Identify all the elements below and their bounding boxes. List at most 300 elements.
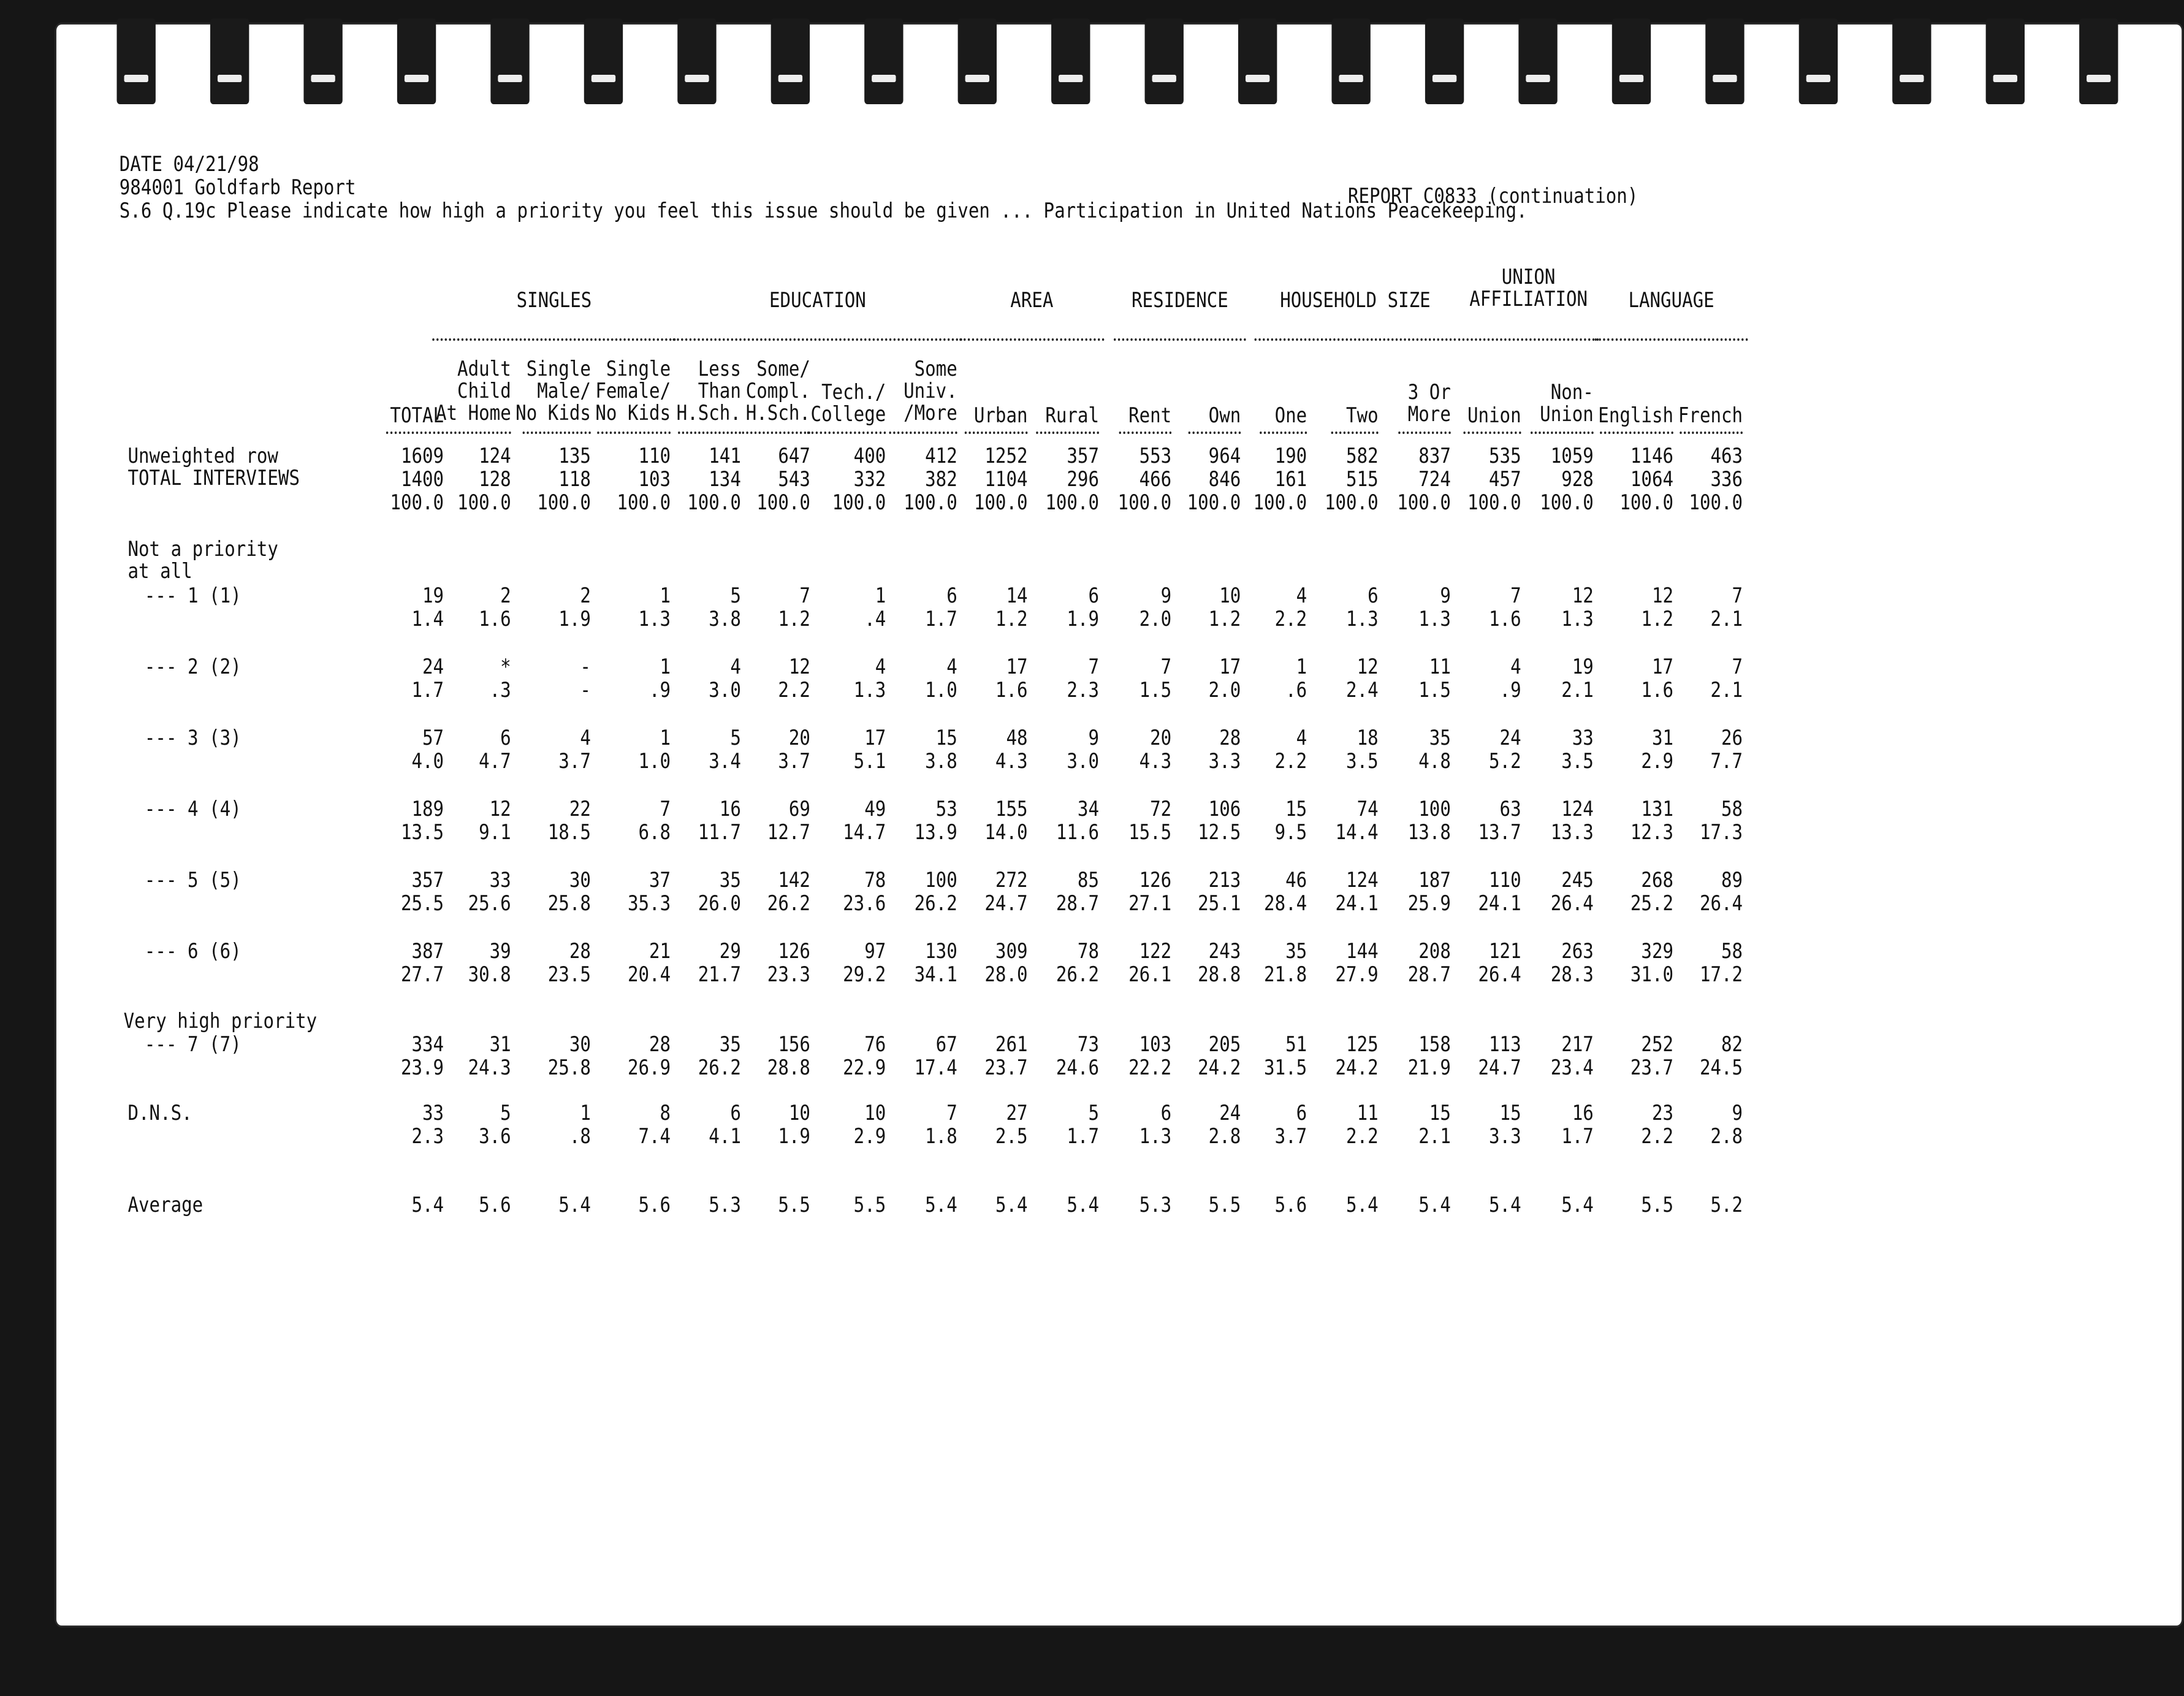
table-cell: 34 [1077,797,1100,821]
table-cell: 3.3 [1208,749,1241,774]
column-rule [1531,432,1594,434]
table-cell: - [580,678,591,702]
table-cell: 63 [1499,797,1521,821]
table-cell: 329 [1641,939,1674,964]
table-cell: 26.4 [1478,962,1521,987]
table-cell: 263 [1561,939,1594,964]
table-cell: 24.5 [1699,1055,1743,1080]
table-cell: 28.4 [1264,891,1307,916]
table-cell: 15 [1429,1101,1451,1125]
table-cell: 336 [1710,467,1743,492]
table-cell: 3.8 [709,607,741,631]
group-rule [1114,338,1246,341]
table-cell: 10 [788,1101,810,1125]
table-cell: 142 [778,868,810,892]
table-cell: 2.0 [1139,607,1172,631]
table-cell: 1.5 [1418,678,1451,702]
table-cell: 100.0 [1467,490,1521,515]
binding-ring [1799,18,1838,104]
table-cell: 10 [1219,584,1241,608]
table-cell: 19 [1572,655,1594,679]
table-cell: 37 [649,868,671,892]
column-rule [1036,432,1099,434]
table-cell: 2.2 [1274,749,1307,774]
table-cell: 5.5 [1641,1193,1674,1217]
binding-ring [2079,18,2118,104]
group-rule [1255,338,1456,341]
table-cell: 100.0 [756,490,810,515]
table-cell: 2.1 [1710,678,1743,702]
binding-ring [584,18,623,104]
table-cell: 24 [422,655,444,679]
report-name: 984001 Goldfarb Report [119,175,356,200]
table-cell: 5.4 [1346,1193,1379,1217]
table-cell: 9 [1440,584,1451,608]
table-cell: 12 [1651,584,1674,608]
row-scale-tag: --- 2 (2) [144,655,242,679]
column-header: French [1678,403,1743,428]
table-cell: 3.6 [479,1124,511,1149]
table-cell: 24.6 [1056,1055,1100,1080]
table-cell: 26.2 [1056,962,1100,987]
table-cell: 124 [1561,797,1594,821]
table-cell: 100.0 [1117,490,1172,515]
table-cell: 5.1 [853,749,886,774]
table-cell: 10 [864,1101,886,1125]
column-header: Less Than H.Sch. [676,357,741,425]
table-cell: 25.8 [547,1055,591,1080]
table-cell: 28.0 [984,962,1028,987]
table-cell: 1.2 [1641,607,1674,631]
table-cell: 9.1 [479,820,511,845]
table-cell: 9 [1732,1101,1743,1125]
table-cell: 1.2 [1208,607,1241,631]
spiral-binding [56,25,2182,116]
table-cell: 20.4 [627,962,671,987]
table-cell: 2.1 [1418,1124,1451,1149]
table-cell: 3.5 [1561,749,1594,774]
group-rule [432,338,675,341]
table-cell: 3.4 [709,749,741,774]
table-cell: 12 [1572,584,1594,608]
table-cell: 158 [1418,1032,1451,1057]
report-id: REPORT C0833 (continuation) [1347,184,1638,208]
table-cell: 1.3 [1139,1124,1172,1149]
report-page [56,25,2182,1626]
table-cell: 1 [875,584,886,608]
table-cell: 4 [946,655,957,679]
table-cell: 309 [995,939,1028,964]
table-cell: 4.7 [479,749,511,774]
table-cell: 20 [788,726,810,750]
table-cell: 34.1 [914,962,957,987]
table-cell: 27 [1006,1101,1028,1125]
table-cell: 5.4 [558,1193,591,1217]
table-cell: 100.0 [1324,490,1379,515]
column-rule [742,432,810,434]
column-header: Rent [1128,403,1172,428]
table-cell: 35.3 [627,891,671,916]
table-cell: 76 [864,1032,886,1057]
table-cell: 17.4 [914,1055,957,1080]
table-cell: 17 [1219,655,1241,679]
table-cell: 13.8 [1407,820,1451,845]
table-cell: 2.2 [1274,607,1307,631]
table-cell: 1 [580,1101,591,1125]
table-cell: 23.3 [767,962,810,987]
table-cell: 1.3 [853,678,886,702]
table-cell: 1104 [984,467,1028,492]
table-cell: 4 [1296,726,1307,750]
binding-ring [1612,18,1651,104]
table-cell: 125 [1346,1032,1379,1057]
table-cell: 1064 [1630,467,1674,492]
table-cell: 46 [1285,868,1307,892]
table-cell: 4 [1296,584,1307,608]
table-cell: 26 [1721,726,1743,750]
table-cell: 35 [719,868,741,892]
table-cell: 846 [1208,467,1241,492]
table-cell: 124 [479,444,511,468]
table-cell: 12 [489,797,511,821]
table-cell: 13.5 [400,820,444,845]
table-cell: 7 [1510,584,1521,608]
column-rule [1189,432,1241,434]
table-cell: 22.2 [1128,1055,1172,1080]
row-scale-tag: --- 5 (5) [144,868,242,892]
table-cell: 1.2 [995,607,1028,631]
table-cell: 28.8 [1198,962,1241,987]
table-cell: 1.6 [1641,678,1674,702]
table-cell: 23.5 [547,962,591,987]
table-cell: 14 [1006,584,1028,608]
column-header: 3 Or More [1407,380,1451,427]
table-cell: 12.7 [767,820,810,845]
table-cell: 1.6 [479,607,511,631]
table-cell: 24 [1499,726,1521,750]
column-header: Some Univ. /More [904,357,957,425]
table-cell: 2 [500,584,511,608]
table-cell: 1 [660,655,671,679]
table-cell: 4.3 [1139,749,1172,774]
table-cell: 19 [422,584,444,608]
table-cell: 3.7 [1274,1124,1307,1149]
table-cell: 1.0 [925,678,957,702]
table-cell: 100.0 [832,490,886,515]
column-rule [386,432,444,434]
column-header: Single Female/ No Kids [595,357,671,425]
question-text: S.6 Q.19c Please indicate how high a priority you feel this issue should be given ... Participation in United Nations Peacekeeping. [119,199,1528,223]
table-cell: .6 [1285,678,1307,702]
column-rule [597,432,671,434]
table-cell: 190 [1274,444,1307,468]
table-cell: 48 [1006,726,1028,750]
table-cell: 15 [1499,1101,1521,1125]
column-rule [1331,432,1379,434]
table-cell: 2.5 [995,1124,1028,1149]
table-cell: 535 [1489,444,1521,468]
table-cell: 100.0 [1397,490,1451,515]
table-cell: 1.4 [411,607,444,631]
table-cell: 16 [719,797,741,821]
table-cell: 4 [875,655,886,679]
table-cell: 208 [1418,939,1451,964]
table-cell: .3 [489,678,511,702]
table-cell: 28 [649,1032,671,1057]
column-header: Own [1208,403,1241,428]
table-cell: 13.7 [1478,820,1521,845]
table-cell: 2.1 [1561,678,1594,702]
group-header: EDUCATION [769,288,866,313]
table-cell: 7 [946,1101,957,1125]
table-cell: 1.0 [638,749,671,774]
table-cell: 5.3 [1139,1193,1172,1217]
table-cell: 1.7 [1067,1124,1100,1149]
table-cell: 118 [558,467,591,492]
table-cell: 3.8 [925,749,957,774]
binding-ring [1331,18,1370,104]
table-cell: 78 [864,868,886,892]
table-cell: 4.8 [1418,749,1451,774]
table-cell: 51 [1285,1032,1307,1057]
table-cell: 25.5 [400,891,444,916]
table-cell: 28.7 [1056,891,1100,916]
table-cell: 2 [580,584,591,608]
table-cell: 74 [1356,797,1379,821]
column-rule [1680,432,1743,434]
table-cell: .9 [1499,678,1521,702]
table-cell: 58 [1721,797,1743,821]
table-cell: 57 [422,726,444,750]
table-cell: 135 [558,444,591,468]
table-cell: 7 [1160,655,1172,679]
table-cell: 24.3 [468,1055,511,1080]
row-scale-tag: --- 3 (3) [144,726,242,750]
table-cell: 23.9 [400,1055,444,1080]
table-cell: 724 [1418,467,1451,492]
row-scale-tag: --- 1 (1) [144,584,242,608]
table-cell: 12 [1356,655,1379,679]
table-cell: 97 [864,939,886,964]
column-header: Non- Union [1540,380,1594,427]
table-cell: 26.1 [1128,962,1172,987]
table-cell: 5.6 [1274,1193,1307,1217]
group-header: HOUSEHOLD SIZE [1280,288,1431,313]
table-cell: 17.3 [1699,820,1743,845]
binding-ring [1145,18,1184,104]
table-cell: 213 [1208,868,1241,892]
table-cell: 28.3 [1550,962,1594,987]
table-cell: 5 [500,1101,511,1125]
table-cell: 24 [1219,1101,1241,1125]
table-cell: 6 [1088,584,1100,608]
table-cell: 1 [660,584,671,608]
table-cell: 6 [730,1101,741,1125]
table-cell: 332 [853,467,886,492]
table-cell: 1 [1296,655,1307,679]
table-cell: 23.6 [843,891,886,916]
table-cell: 7 [1732,655,1743,679]
table-cell: 5.4 [1489,1193,1521,1217]
table-cell: 124 [1346,868,1379,892]
table-cell: 2.2 [778,678,810,702]
table-cell: 11.7 [698,820,741,845]
table-cell: 2.1 [1710,607,1743,631]
table-cell: 17 [1651,655,1674,679]
column-rule [1260,432,1307,434]
table-cell: 35 [1429,726,1451,750]
table-cell: .8 [569,1124,591,1149]
table-cell: 187 [1418,868,1451,892]
table-cell: 155 [995,797,1028,821]
table-cell: 13.3 [1550,820,1594,845]
table-cell: 121 [1489,939,1521,964]
row-scale-tag: --- 4 (4) [144,797,242,821]
table-cell: 1.9 [778,1124,810,1149]
table-cell: 5 [730,584,741,608]
binding-ring [490,18,529,104]
table-cell: 12 [788,655,810,679]
table-cell: 17 [1006,655,1028,679]
table-cell: 2.9 [1641,749,1674,774]
table-cell: 24.1 [1335,891,1379,916]
report-date: DATE 04/21/98 [119,152,259,177]
table-cell: 5.3 [709,1193,741,1217]
table-cell: 30 [569,1032,591,1057]
table-cell: 252 [1641,1032,1674,1057]
table-cell: 5.4 [1561,1193,1594,1217]
table-cell: 261 [995,1032,1028,1057]
table-cell: 100 [1418,797,1451,821]
table-cell: 964 [1208,444,1241,468]
table-cell: 1 [660,726,671,750]
table-cell: 100.0 [537,490,591,515]
table-cell: 78 [1077,939,1100,964]
table-cell: 268 [1641,868,1674,892]
table-cell: 5.6 [479,1193,511,1217]
table-cell: - [580,655,591,679]
table-cell: 28.7 [1407,962,1451,987]
table-cell: 14.7 [843,820,886,845]
table-cell: 245 [1561,868,1594,892]
binding-ring [116,18,155,104]
table-cell: 7.7 [1710,749,1743,774]
table-cell: 144 [1346,939,1379,964]
table-cell: 4 [730,655,741,679]
table-cell: 205 [1208,1032,1241,1057]
table-cell: 357 [1067,444,1100,468]
table-cell: 29 [719,939,741,964]
table-cell: 100.0 [1540,490,1594,515]
table-cell: 31 [489,1032,511,1057]
table-cell: 25.8 [547,891,591,916]
column-rule [678,432,741,434]
table-cell: 21.9 [1407,1055,1451,1080]
table-cell: 35 [719,1032,741,1057]
column-header: Two [1346,403,1379,428]
table-cell: 100.0 [1045,490,1100,515]
row-scale-tag: --- 7 (7) [144,1032,242,1057]
table-cell: 5.4 [995,1193,1028,1217]
table-cell: 1059 [1550,444,1594,468]
table-cell: 457 [1489,467,1521,492]
table-cell: 13.9 [914,820,957,845]
table-cell: 334 [411,1032,444,1057]
table-cell: 1400 [400,467,444,492]
column-rule [1398,432,1451,434]
table-cell: 100 [925,868,957,892]
table-cell: 33 [422,1101,444,1125]
table-cell: 22 [569,797,591,821]
table-cell: 2.2 [1346,1124,1379,1149]
column-rule [889,432,957,434]
group-rule [673,338,963,341]
table-cell: 1252 [984,444,1028,468]
table-cell: 26.4 [1550,891,1594,916]
table-cell: 23 [1651,1101,1674,1125]
table-cell: 134 [709,467,741,492]
table-cell: 4.1 [709,1124,741,1149]
table-cell: 26.9 [627,1055,671,1080]
table-cell: 1609 [400,444,444,468]
table-cell: 463 [1710,444,1743,468]
column-header: One [1274,403,1307,428]
table-cell: 26.2 [767,891,810,916]
table-cell: 1.7 [925,607,957,631]
table-cell: 1.3 [1346,607,1379,631]
table-cell: 582 [1346,444,1379,468]
table-cell: 2.9 [853,1124,886,1149]
table-cell: 6 [1368,584,1379,608]
table-cell: 30 [569,868,591,892]
binding-ring [1051,18,1090,104]
table-cell: 23.4 [1550,1055,1594,1080]
table-cell: 82 [1721,1032,1743,1057]
row-label: Not a priority at all [127,537,278,584]
binding-ring [303,18,342,104]
table-cell: 5.5 [853,1193,886,1217]
table-cell: 1.3 [1418,607,1451,631]
table-cell: 28 [1219,726,1241,750]
table-cell: 58 [1721,939,1743,964]
table-cell: 296 [1067,467,1100,492]
table-cell: 189 [411,797,444,821]
table-cell: 466 [1139,467,1172,492]
table-cell: 29.2 [843,962,886,987]
table-cell: 126 [778,939,810,964]
table-cell: 131 [1641,797,1674,821]
table-cell: 9.5 [1274,820,1307,845]
table-cell: 6 [946,584,957,608]
table-cell: 1.9 [558,607,591,631]
column-header: Urban [973,403,1028,428]
group-header: AREA [1010,288,1054,313]
table-cell: 1.6 [995,678,1028,702]
table-cell: 25.9 [1407,891,1451,916]
table-cell: 4.0 [411,749,444,774]
table-cell: 11.6 [1056,820,1100,845]
table-cell: 15 [935,726,957,750]
binding-ring [1518,18,1557,104]
table-cell: 4.3 [995,749,1028,774]
table-cell: 553 [1139,444,1172,468]
column-rule [1463,432,1521,434]
table-cell: 126 [1139,868,1172,892]
table-cell: 26.0 [698,891,741,916]
binding-ring [1238,18,1277,104]
table-cell: 5.2 [1710,1193,1743,1217]
binding-ring [864,18,903,104]
